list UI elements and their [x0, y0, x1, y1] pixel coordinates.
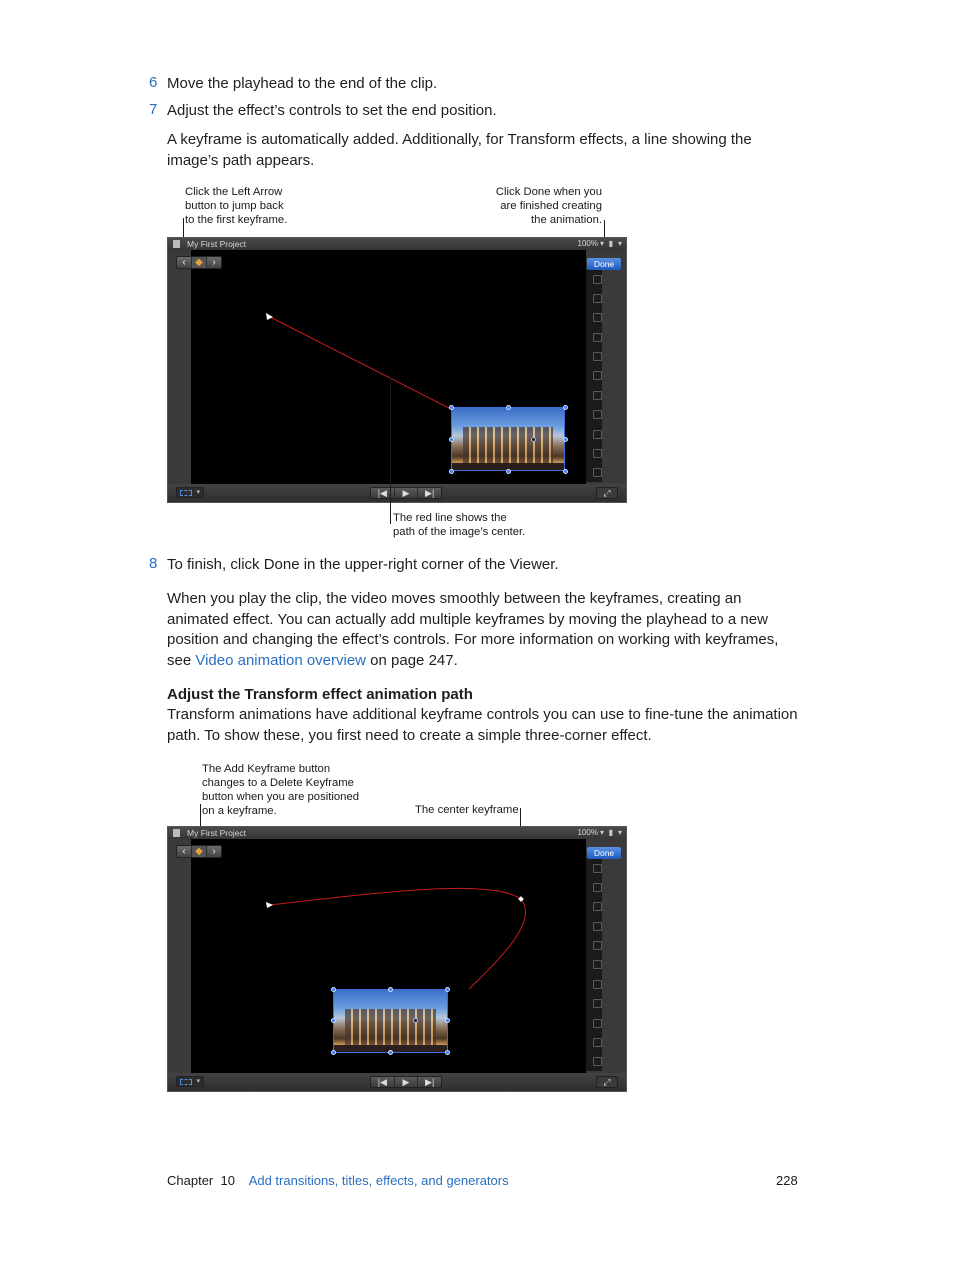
transform-handle[interactable] — [331, 1018, 336, 1023]
transform-handle[interactable] — [506, 405, 511, 410]
viewer-left-strip — [168, 839, 191, 1075]
switch-icon[interactable]: ▮ — [608, 239, 614, 248]
transform-handle[interactable] — [449, 405, 454, 410]
chapter-number: 10 — [220, 1173, 235, 1188]
checkbox[interactable] — [593, 352, 602, 361]
checkbox[interactable] — [593, 333, 602, 342]
zoom-level[interactable]: 100% — [577, 828, 598, 837]
transport-controls — [370, 1076, 442, 1088]
transformed-clip-image[interactable] — [333, 989, 448, 1053]
previous-keyframe-button[interactable]: ‹ — [177, 257, 192, 268]
zoom-chevron-down-icon[interactable]: ▾ — [599, 239, 604, 248]
chapter-title-link[interactable]: Add transitions, titles, effects, and generators — [248, 1173, 509, 1188]
checkbox[interactable] — [593, 980, 602, 989]
footer-chapter — [167, 1172, 509, 1190]
viewer-titlebar — [168, 238, 626, 250]
checkbox[interactable] — [593, 1057, 602, 1066]
transport-controls — [370, 487, 442, 499]
checkbox[interactable] — [593, 430, 602, 439]
delete-keyframe-button[interactable]: ◆ — [192, 846, 207, 857]
viewer-titlebar — [168, 827, 626, 839]
transform-handle[interactable] — [445, 987, 450, 992]
document-icon — [173, 240, 180, 248]
transform-handle[interactable] — [331, 987, 336, 992]
play-button[interactable]: ▶ — [395, 1077, 419, 1087]
transform-handle[interactable] — [388, 987, 393, 992]
previous-keyframe-button[interactable]: ‹ — [177, 846, 192, 857]
checkbox[interactable] — [593, 410, 602, 419]
play-button[interactable]: ▶ — [395, 488, 419, 498]
checkbox[interactable] — [593, 1019, 602, 1028]
checkbox[interactable] — [593, 941, 602, 950]
chevron-down-icon: ▾ — [196, 1078, 200, 1085]
viewer-bottom-bar — [168, 484, 626, 502]
checkbox[interactable] — [593, 1038, 602, 1047]
checkbox[interactable] — [593, 864, 602, 873]
checkbox[interactable] — [593, 960, 602, 969]
paragraph: When you play the clip, the video moves smoothly between the keyframes, creating an animated effect. You can actually add multiple keyframes by moving the playhead to a new position and changing the effect’s controls. For more information on working with keyframes, see Video animation overview on page 247. — [167, 590, 779, 669]
step-number: 7 — [149, 101, 158, 118]
transform-handle[interactable] — [445, 1050, 450, 1055]
transform-selection-icon — [180, 1079, 192, 1085]
checkbox[interactable] — [593, 391, 602, 400]
rotation-handle[interactable] — [531, 437, 536, 442]
callout-done: Click Done when you are finished creating the animation. — [495, 186, 602, 226]
page-number: 228 — [776, 1173, 798, 1188]
rotation-handle[interactable] — [413, 1018, 418, 1023]
onscreen-controls-menu[interactable] — [176, 487, 204, 498]
transform-handle[interactable] — [563, 405, 568, 410]
viewer-left-strip — [168, 250, 191, 486]
viewer-canvas — [191, 839, 587, 1075]
onscreen-controls-menu[interactable] — [176, 1076, 204, 1087]
viewer-bottom-bar — [168, 1073, 626, 1091]
document-icon — [173, 829, 180, 837]
transform-handle[interactable] — [449, 437, 454, 442]
transform-handle[interactable] — [506, 469, 511, 474]
go-to-start-button[interactable]: |◀ — [371, 488, 395, 498]
start-keyframe-marker — [266, 313, 273, 320]
transformed-clip-image[interactable] — [451, 407, 565, 471]
video-animation-overview-link[interactable]: Video animation overview — [195, 651, 367, 669]
step-text: Move the playhead to the end of the clip. — [167, 75, 438, 92]
viewer-title: My First Project — [187, 239, 247, 249]
fullscreen-button[interactable]: ⤢ — [596, 1076, 618, 1088]
next-keyframe-button[interactable]: › — [212, 257, 216, 268]
callout-center-keyframe: The center keyframe — [415, 804, 519, 816]
add-keyframe-button[interactable]: ◆ — [192, 257, 207, 268]
view-chevron-down-icon[interactable]: ▾ — [617, 239, 622, 248]
view-chevron-down-icon[interactable]: ▾ — [617, 828, 622, 837]
checkbox[interactable] — [593, 883, 602, 892]
switch-icon[interactable]: ▮ — [608, 828, 614, 837]
zoom-chevron-down-icon[interactable]: ▾ — [599, 828, 604, 837]
transform-handle[interactable] — [445, 1018, 450, 1023]
step-note: A keyframe is automatically added. Additionally, for Transform effects, a line showing the image’s path appears. — [167, 131, 752, 169]
checkbox[interactable] — [593, 922, 602, 931]
transform-handle[interactable] — [331, 1050, 336, 1055]
callout-add-keyframe: The Add Keyframe button changes to a Delete Keyframe button when you are positioned on a keyframe. — [202, 763, 360, 817]
callout-left-arrow: Click the Left Arrow button to jump back to the first keyframe. — [185, 186, 288, 226]
checkbox[interactable] — [593, 275, 602, 284]
checkbox[interactable] — [593, 449, 602, 458]
step-number: 6 — [149, 74, 158, 91]
callout-red-line: The red line shows the path of the image’s center. — [393, 512, 526, 538]
step-text: To finish, click Done in the upper-right corner of the Viewer. — [167, 556, 559, 573]
checkbox[interactable] — [593, 294, 602, 303]
go-to-end-button[interactable]: ▶| — [425, 1077, 435, 1087]
go-to-end-button[interactable]: ▶| — [425, 488, 435, 498]
step-number: 8 — [149, 555, 158, 572]
curved-animation-path — [270, 888, 525, 989]
viewer-canvas — [191, 250, 587, 486]
checkbox[interactable] — [593, 902, 602, 911]
checkbox[interactable] — [593, 999, 602, 1008]
zoom-level[interactable]: 100% — [577, 239, 598, 248]
transform-selection-icon — [180, 490, 192, 496]
section-heading: Adjust the Transform effect animation path — [167, 686, 473, 703]
chevron-down-icon: ▾ — [196, 489, 200, 496]
next-keyframe-button[interactable]: › — [212, 846, 216, 857]
transform-handle[interactable] — [388, 1050, 393, 1055]
chapter-label: Chapter — [167, 1173, 214, 1188]
step-text: Adjust the effect’s controls to set the end position. — [167, 102, 497, 119]
go-to-start-button[interactable]: |◀ — [371, 1077, 395, 1087]
done-button[interactable]: Done — [587, 847, 621, 859]
checkbox[interactable] — [593, 468, 602, 477]
viewer-2 — [167, 826, 627, 1092]
center-keyframe-marker[interactable] — [518, 896, 524, 902]
fullscreen-button[interactable]: ⤢ — [596, 487, 618, 499]
transform-handle[interactable] — [449, 469, 454, 474]
transform-handle[interactable] — [563, 469, 568, 474]
start-keyframe-marker — [266, 902, 273, 908]
checkbox[interactable] — [593, 313, 602, 322]
transform-handle[interactable] — [563, 437, 568, 442]
section-text: Transform animations have additional keyframe controls you can use to fine-tune the animation path. To show these, you first need to create a simple three-corner effect. — [167, 706, 798, 744]
callout-leader-line — [390, 377, 391, 524]
done-button[interactable]: Done — [587, 258, 621, 270]
viewer-title: My First Project — [187, 828, 247, 838]
checkbox[interactable] — [593, 371, 602, 380]
viewer-1 — [167, 237, 627, 503]
